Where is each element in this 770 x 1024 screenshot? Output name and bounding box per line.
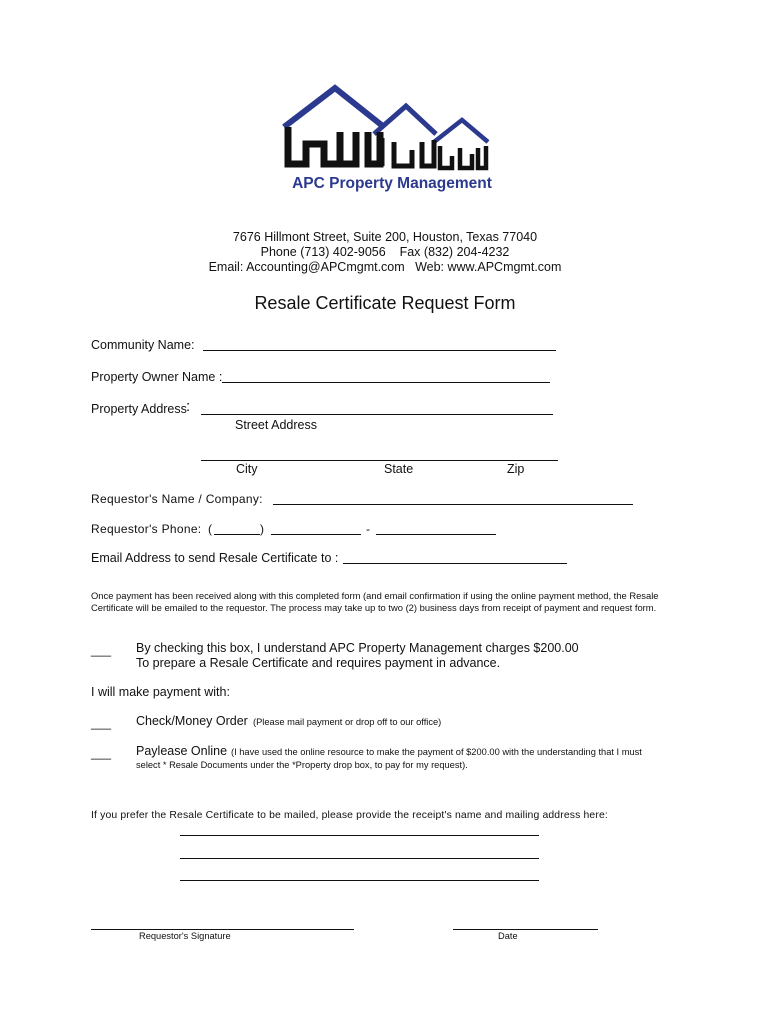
paylease-label: Paylease Online xyxy=(136,744,228,758)
small-house-walls-icon xyxy=(440,146,486,168)
requestor-name-label: Requestor's Name / Company: xyxy=(91,492,263,506)
mail-prompt: If you prefer the Resale Certificate to be mailed, please provide the receipt's name and mailing address here: xyxy=(91,810,608,821)
company-name: APC Property Management xyxy=(292,175,492,192)
mailing-address-line-2[interactable] xyxy=(180,858,539,859)
phone-prefix-field[interactable] xyxy=(271,534,361,535)
agreement-checkbox[interactable]: ___ xyxy=(91,643,112,657)
email-field[interactable] xyxy=(343,563,567,564)
phone-area-code-field[interactable] xyxy=(214,534,260,535)
company-address: 7676 Hillmont Street, Suite 200, Houston, Texas 77040 xyxy=(232,230,538,244)
payment-intro: I will make payment with: xyxy=(91,685,230,699)
large-roof-icon xyxy=(284,88,384,127)
requestor-phone-label: Requestor's Phone: xyxy=(91,522,202,536)
medium-house-walls-icon xyxy=(382,138,434,166)
large-house-walls-icon xyxy=(288,127,380,164)
street-address-caption: Street Address xyxy=(235,418,317,432)
company-email-web: Email: Accounting@APCmgmt.com Web: www.APCmgmt.com xyxy=(208,260,562,274)
small-roof-icon xyxy=(434,120,488,142)
zip-caption: Zip xyxy=(507,462,525,476)
owner-name-label: Property Owner Name : xyxy=(91,370,223,384)
check-money-order-checkbox[interactable]: ___ xyxy=(91,716,112,730)
phone-number-field[interactable] xyxy=(376,534,496,535)
signature-caption: Requestor's Signature xyxy=(139,931,231,941)
community-name-field[interactable] xyxy=(203,350,556,351)
form-title: Resale Certificate Request Form xyxy=(254,293,516,313)
paylease-checkbox[interactable]: ___ xyxy=(91,746,112,760)
owner-name-field[interactable] xyxy=(222,382,550,383)
paylease-note-line2: select * Resale Documents under the *Property drop box, to pay for my request). xyxy=(136,760,468,770)
check-money-order-note: (Please mail payment or drop off to our office) xyxy=(253,717,442,727)
signature-field[interactable] xyxy=(91,929,354,930)
street-address-field[interactable] xyxy=(201,414,553,415)
city-caption: City xyxy=(236,462,258,476)
date-field[interactable] xyxy=(453,929,598,930)
medium-roof-icon xyxy=(374,106,436,134)
date-caption: Date xyxy=(498,931,518,941)
email-label: Email Address to send Resale Certificate to : xyxy=(91,551,339,565)
phone-close-paren: ) xyxy=(260,522,264,536)
mailing-address-line-3[interactable] xyxy=(180,880,539,881)
community-name-label: Community Name: xyxy=(91,338,195,352)
mailing-address-line-1[interactable] xyxy=(180,835,539,836)
agreement-text-line2: To prepare a Resale Certificate and requires payment in advance. xyxy=(136,656,501,670)
state-caption: State xyxy=(384,462,414,476)
paylease-note-line1: (I have used the online resource to make the payment of $200.00 with the understanding that I must xyxy=(231,747,642,757)
city-state-zip-field[interactable] xyxy=(201,460,558,461)
check-money-order-label: Check/Money Order xyxy=(136,714,248,728)
agreement-text-line1: By checking this box, I understand APC Property Management charges $200.00 xyxy=(136,641,579,655)
notice-paragraph: Once payment has been received along with this completed form (and email confirmation if using the online payment method, the Resale Certificate will be emailed to the requestor. The process may take up to two (2) business days from receipt of payment and request form. xyxy=(91,590,659,613)
requestor-name-field[interactable] xyxy=(273,504,633,505)
phone-open-paren: ( xyxy=(208,522,212,536)
company-phone-fax: Phone (713) 402-9056 Fax (832) 204-4232 xyxy=(260,245,510,259)
property-address-label: Property Address xyxy=(91,402,187,416)
phone-dash: - xyxy=(366,522,370,536)
property-address-colon: : xyxy=(186,398,191,415)
